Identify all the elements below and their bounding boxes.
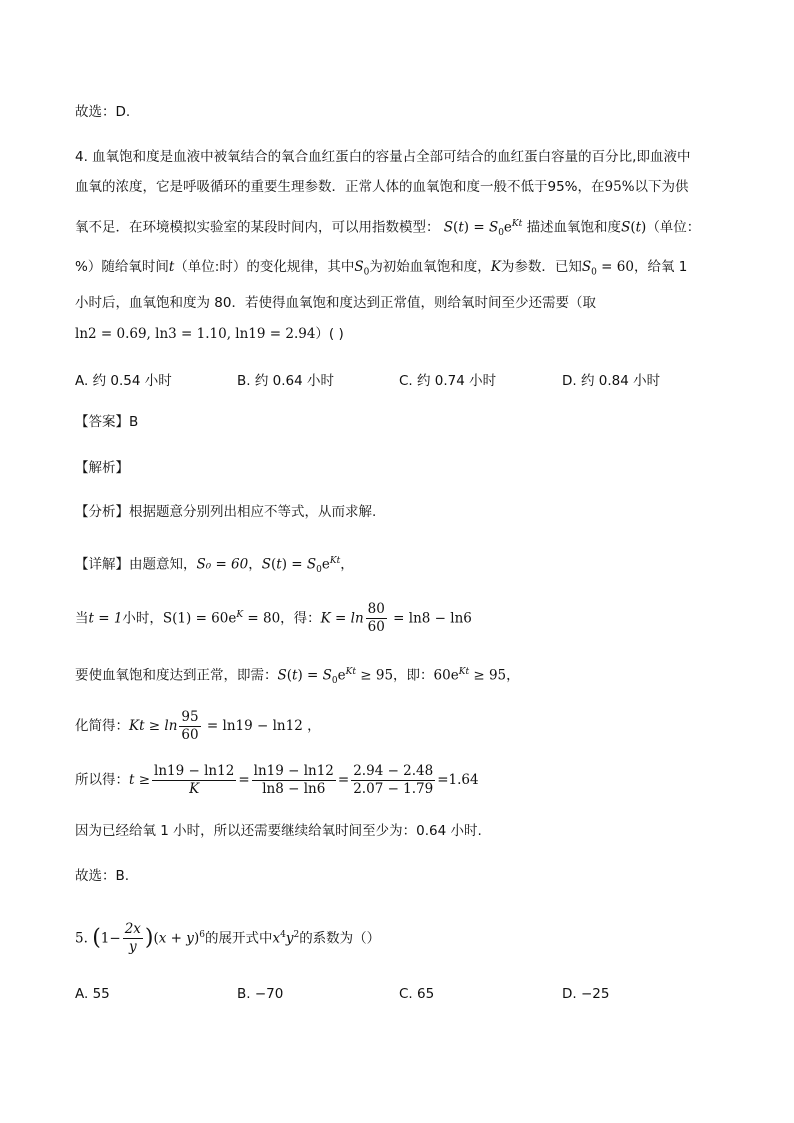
- q4-line3: 氧不足．在环境模拟实验室的某段时间内，可以用指数模型： $S(t) = S_0e^{Kt}$ 描述血氧饱和度S(t)（单位：: [75, 219, 701, 239]
- q4-option-b: B. 约 0.64 小时: [237, 373, 334, 389]
- q4-analysis-heading: 【解析】: [75, 460, 129, 476]
- model-formula: S: [443, 219, 454, 236]
- fraction-2x-over-y: $\frac{2x}{y}$: [124, 921, 141, 955]
- q4-detail: 【详解】由题意知，S₀ = 60，$S(t) = S_0e^{Kt}$，: [75, 556, 354, 576]
- fraction-ln-over-ln: $\frac{\ln 19 - \ln 12}{\ln 8 - \ln 6}$: [253, 762, 334, 797]
- q4-line4: %）随给氧时间t（单位:时）的变化规律，其中$S_0$为初始血氧饱和度，K为参数．已知$S_0 = 60$，给氧 1: [75, 259, 688, 278]
- q4-option-d: D. 约 0.84 小时: [562, 373, 661, 389]
- q5-option-b: B. −70: [237, 986, 284, 1002]
- q4-step4: 所以得：t ≥ $\frac{\ln 19 - \ln 12}{K}$ = $\frac{\ln 19 - \ln 12}{\ln 8 - \ln 6}$ = $\frac{2.94 - 2.48}{2.07 - 1.79}$ =1.64: [75, 762, 479, 797]
- q4-option-c: C. 约 0.74 小时: [399, 373, 497, 389]
- q4-final: 故选：B.: [75, 868, 130, 884]
- q4-line1: 4. 血氧饱和度是血液中被氧结合的氧合血红蛋白的容量占全部可结合的血红蛋白容量的百分比,即血液中: [75, 149, 691, 165]
- fraction-numeric: $\frac{2.94 - 2.48}{2.07 - 1.79}$: [353, 762, 434, 797]
- q5-option-a: A. 55: [75, 986, 110, 1002]
- q4-option-a: A. 约 0.54 小时: [75, 373, 172, 389]
- q4-line2: 血氧的浓度，它是呼吸循环的重要生理参数．正常人体的血氧饱和度一般不低于95%，在95%以下为供: [75, 179, 689, 195]
- q4-fenxi: 【分析】根据题意分别列出相应不等式，从而求解.: [75, 504, 377, 520]
- prev-answer: 故选：D.: [75, 104, 131, 120]
- q4-line6: ln2 = 0.69, ln3 = 1.10, ln19 = 2.94）( ): [75, 326, 344, 342]
- q5-option-c: C. 65: [399, 986, 435, 1002]
- q5-option-d: D. −25: [562, 986, 610, 1002]
- q4-line5: 小时后，血氧饱和度为 80．若使得血氧饱和度达到正常值，则给氧时间至少还需要（取: [75, 295, 596, 311]
- fraction-ln-over-k: $\frac{\ln 19 - \ln 12}{K}$: [154, 762, 235, 797]
- fraction-95-60: $\frac{95}{60}$: [181, 708, 199, 743]
- q4-step5: 因为已经给氧 1 小时，所以还需要继续给氧时间至少为：0.64 小时.: [75, 823, 482, 839]
- fraction-80-60: $\frac{80}{60}$: [367, 601, 385, 635]
- q4-step1: 当t = 1小时，$S(1) = 60e^K = 80$，得：K = ln $\frac{80}{60}$ = ln8 − ln6: [75, 601, 472, 635]
- q4-answer: 【答案】B: [75, 414, 139, 430]
- q5-stem: 5. (1− $\frac{2x}{y}$ )$(x + y)^6$的展开式中$x^4y^2$的系数为（）: [75, 921, 381, 955]
- q4-step2: 要使血氧饱和度达到正常，即需：$S(t) = S_0e^{Kt} \ge 95$，即：$60e^{Kt} \ge 95$，: [75, 667, 520, 687]
- q4-step3: 化简得：Kt ≥ ln $\frac{95}{60}$ = ln19 − ln12 ，: [75, 708, 321, 743]
